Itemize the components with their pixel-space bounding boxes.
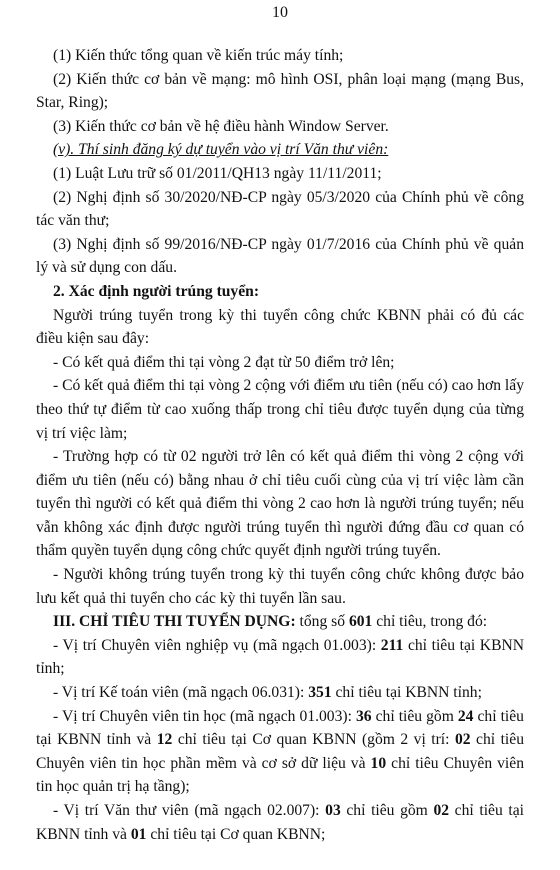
list-item: - Người không trúng tuyển trong kỳ thi tuyển công chức không được bảo lưu kết quả thi tuyển cho các kỳ thi tuyển lần sau. <box>36 566 524 607</box>
quota-item: - Vị trí Văn thư viên (mã ngạch 02.007): 03 chỉ tiêu gồm 02 chỉ tiêu tại KBNN tỉnh và 01 chỉ tiêu tại Cơ quan KBNN; <box>36 802 524 843</box>
page-number: 10 <box>272 4 288 21</box>
paragraph: (2) Nghị định số 30/2020/NĐ-CP ngày 05/3/2020 của Chính phủ về công tác văn thư; <box>36 188 524 230</box>
paragraph: (2) Kiến thức cơ bản về mạng: mô hình OSI, phân loại mạng (mạng Bus, Star, Ring); <box>36 70 524 112</box>
section-heading: 2. Xác định người trúng tuyển: <box>53 282 260 300</box>
list-item: - Trường hợp có từ 02 người trở lên có kết quả điểm thi vòng 2 cộng với điểm ưu tiên (nếu có) bằng nhau ở chỉ tiêu cuối cùng của vị trí việc làm cần tuyển thì người có kết quả điểm thi vòng 2 cao hơn là người trúng tuyển; nếu vẫn không xác định được người trúng tuyển thì người đứng đầu cơ quan có thẩm quyền tuyển dụng công chức quyết định người trúng tuyển. <box>36 448 524 560</box>
total-quota: 601 <box>348 613 373 631</box>
chapter-title: III. CHỈ TIÊU THI TUYỂN DỤNG: <box>53 613 296 631</box>
quota-item: - Vị trí Chuyên viên tin học (mã ngạch 01.003): 36 chỉ tiêu gồm 24 chỉ tiêu tại KBNN tỉnh và 12 chỉ tiêu tại Cơ quan KBNN (gồm 2 vị trí: 02 chỉ tiêu Chuyên viên tin học phần mềm và cơ sở dữ liệu và 10 chỉ tiêu Chuyên viên tin học quản trị hạ tầng); <box>36 707 524 796</box>
document-body <box>36 44 524 846</box>
paragraph: (1) Luật Lưu trữ số 01/2011/QH13 ngày 11/11/2011; <box>53 164 382 182</box>
quota-item: - Vị trí Kế toán viên (mã ngạch 06.031): 351 chỉ tiêu tại KBNN tỉnh; <box>53 684 482 702</box>
list-item: - Có kết quả điểm thi tại vòng 2 đạt từ 50 điểm trở lên; <box>53 353 395 371</box>
paragraph: Người trúng tuyển trong kỳ thi tuyển công chức KBNN phải có đủ các điều kiện sau đây: <box>36 306 524 348</box>
quota-item: - Vị trí Chuyên viên nghiệp vụ (mã ngạch 01.003): 211 chỉ tiêu tại KBNN tỉnh; <box>36 636 524 678</box>
subsection-heading: (v). Thí sinh đăng ký dự tuyển vào vị trí Văn thư viên: <box>53 141 389 159</box>
quota-heading: III. CHỈ TIÊU THI TUYỂN DỤNG: tổng số 601 chỉ tiêu, trong đó: <box>53 613 488 631</box>
paragraph: (1) Kiến thức tổng quan về kiến trúc máy tính; <box>53 47 344 64</box>
paragraph: (3) Nghị định số 99/2016/NĐ-CP ngày 01/7/2016 của Chính phủ về quản lý và sử dụng con dấu. <box>36 235 524 277</box>
list-item: - Có kết quả điểm thi tại vòng 2 cộng với điểm ưu tiên (nếu có) cao hơn lấy theo thứ tự điểm từ cao xuống thấp trong chỉ tiêu được tuyển dụng của từng vị trí việc làm; <box>36 377 524 442</box>
paragraph: (3) Kiến thức cơ bản về hệ điều hành Window Server. <box>53 117 389 135</box>
